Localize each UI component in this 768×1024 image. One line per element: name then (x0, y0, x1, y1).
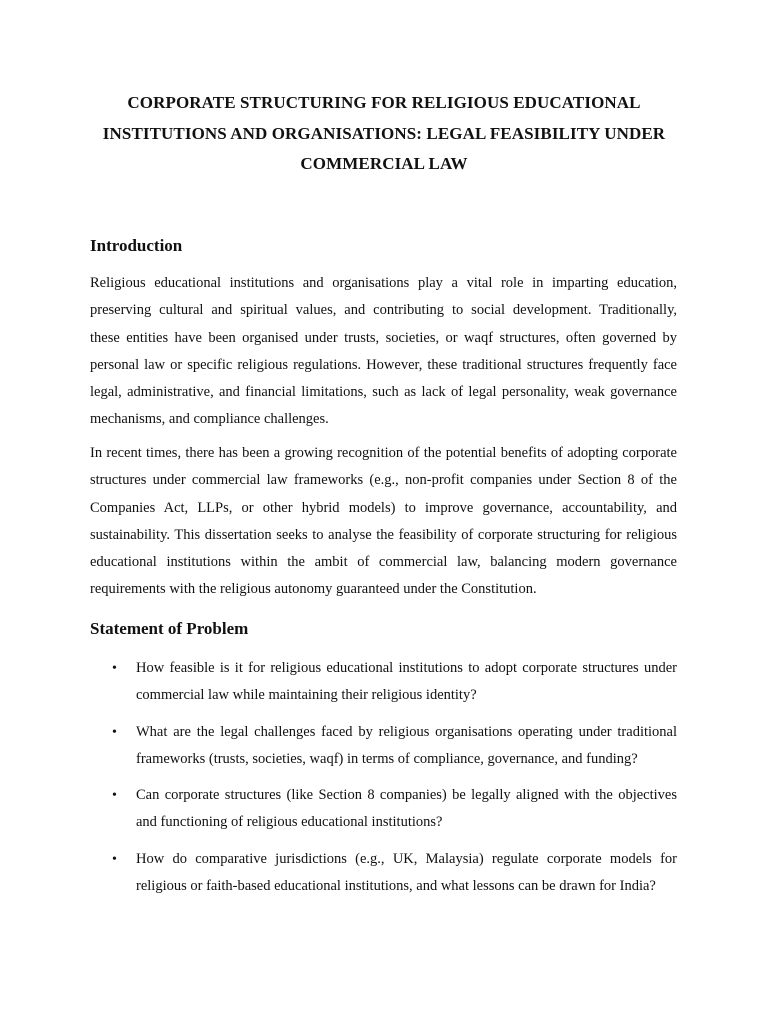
list-item-line: frameworks (trusts, societies, waqf) in terms of compliance, governance, and funding? (136, 751, 638, 768)
list-item-line: religious or faith-based educational institutions, and what lessons can be drawn for India? (136, 878, 656, 895)
list-item-line: What are the legal challenges faced by religious organisations operating under traditional (136, 724, 677, 740)
paragraph-line: educational institutions within the ambit of commercial law, balancing modern governance (90, 554, 677, 571)
list-item-line: and functioning of religious educational institutions? (136, 814, 443, 831)
list-item-line: Can corporate structures (like Section 8 companies) be legally aligned with the objectives (136, 787, 677, 803)
statement-of-problem-heading: Statement of Problem (90, 619, 249, 638)
paragraph-line: Companies Act, LLPs, or other hybrid models) to improve governance, accountability, and (90, 499, 677, 516)
title-line: INSTITUTIONS AND ORGANISATIONS: LEGAL FEASIBILITY UNDER (102, 123, 666, 143)
list-item-text (136, 782, 677, 837)
document-title (60, 88, 708, 180)
paragraph-line: In recent times, there has been a growing recognition of the potential benefits of adopting corporate (90, 445, 677, 461)
list-item-text (136, 846, 677, 901)
title-line: CORPORATE STRUCTURING FOR RELIGIOUS EDUCATIONAL (127, 93, 641, 112)
paragraph-line: Religious educational institutions and organisations play a vital role in imparting education, (90, 275, 677, 291)
introduction-heading: Introduction (90, 236, 183, 255)
list-item-line: commercial law while maintaining their religious identity? (136, 687, 477, 704)
paragraph-line: sustainability. This dissertation seeks to analyse the feasibility of corporate structuring for religious (90, 526, 677, 543)
paragraph-line: preserving cultural and spiritual values, and contributing to social development. Traditionally, (90, 302, 677, 319)
list-item-line: How feasible is it for religious educational institutions to adopt corporate structures under (136, 660, 677, 676)
list-item-line: How do comparative jurisdictions (e.g., UK, Malaysia) regulate corporate models for (136, 851, 677, 867)
paragraph-line: mechanisms, and compliance challenges. (90, 411, 329, 428)
paragraph-line: these entities have been organised under trusts, societies, or waqf structures, often governed by (90, 329, 677, 346)
list-item-text (136, 719, 677, 774)
introduction-paragraph-1 (90, 270, 677, 434)
bullet-icon: • (112, 788, 117, 803)
bullet-icon: • (112, 725, 117, 740)
list-item-text (136, 655, 677, 710)
bullet-icon: • (112, 852, 117, 867)
paragraph-line: legal, administrative, and financial limitations, such as lack of legal personality, weak governance (90, 384, 677, 401)
paragraph-line: requirements with the religious autonomy guaranteed under the Constitution. (90, 581, 537, 598)
introduction-paragraph-2 (90, 440, 677, 604)
bullet-icon: • (112, 661, 117, 676)
paragraph-line: structures under commercial law frameworks (e.g., non-profit companies under Section 8 of the (90, 472, 677, 489)
title-line: COMMERCIAL LAW (300, 154, 468, 173)
paragraph-line: personal law or specific religious regulations. However, these traditional structures frequently face (90, 356, 677, 373)
